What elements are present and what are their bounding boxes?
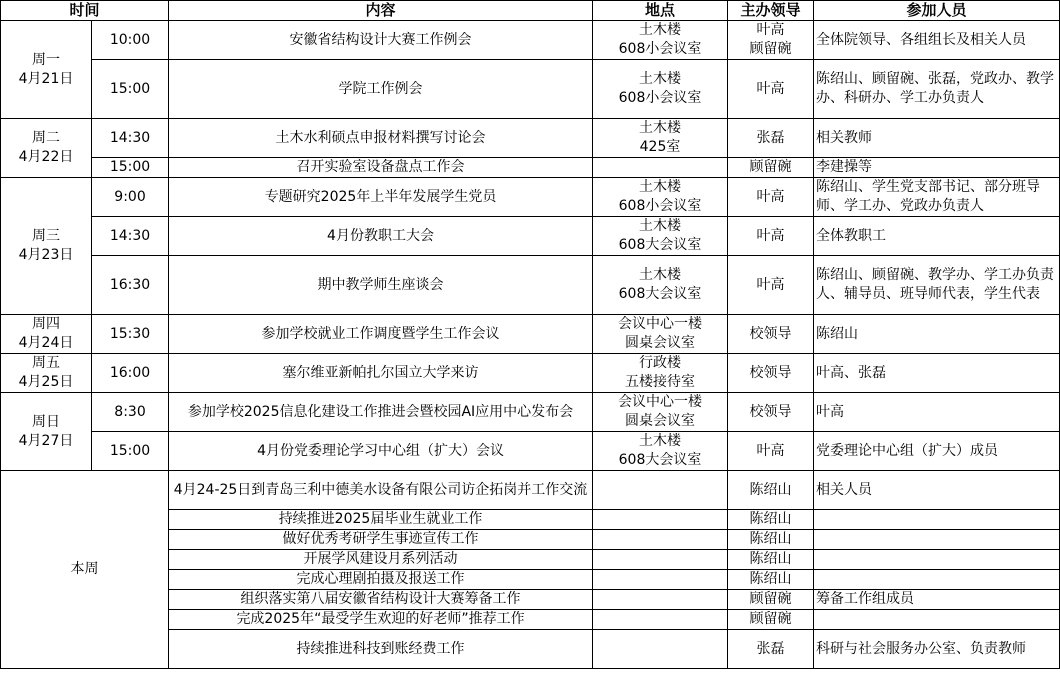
content-cell: 参加学校2025信息化建设工作推进会暨校园AI应用中心发布会 <box>169 393 593 432</box>
leader-cell: 陈绍山 <box>728 570 814 590</box>
location-room: 425室 <box>639 139 681 155</box>
leader-cell: 顾留碗 <box>728 590 814 610</box>
attendees-cell: 相关教师 <box>814 119 1060 158</box>
day-date: 4月27日 <box>18 432 74 449</box>
time-cell: 15:00 <box>92 60 169 119</box>
location-cell <box>593 256 728 315</box>
time-cell: 15:00 <box>92 158 169 178</box>
location-room: 圆桌会议室 <box>625 335 696 351</box>
week-cell: 本周 <box>1 471 169 669</box>
leader-cell: 陈绍山 <box>728 530 814 550</box>
location-building: 会议中心一楼 <box>618 394 703 410</box>
leader-cell: 顾留碗 <box>728 610 814 630</box>
attendees-cell: 叶高、张磊 <box>814 354 1060 393</box>
time-cell: 16:00 <box>92 354 169 393</box>
location-room: 圆桌会议室 <box>625 413 696 429</box>
attendees-cell: 陈绍山、顾留碗、张磊，党政办、教学办、科研办、学工办负责人 <box>814 60 1060 119</box>
time-cell: 15:00 <box>92 432 169 471</box>
day-date: 4月21日 <box>18 70 74 87</box>
header-leader: 主办领导 <box>728 1 814 21</box>
day-cell-thursday <box>1 315 92 354</box>
time-cell: 14:30 <box>92 217 169 256</box>
leader-cell: 陈绍山 <box>728 471 814 510</box>
day-cell-monday <box>1 21 92 119</box>
attendees-cell: 全体院领导、各组组长及相关人员 <box>814 21 1060 60</box>
day-cell-sunday <box>1 393 92 471</box>
content-cell: 安徽省结构设计大赛工作例会 <box>169 21 593 60</box>
content-cell: 4月份党委理论学习中心组（扩大）会议 <box>169 432 593 471</box>
leader-cell: 校领导 <box>728 393 814 432</box>
location-building: 土木楼 <box>639 267 682 283</box>
leader-name: 叶高 <box>756 22 785 38</box>
attendees-cell <box>814 550 1060 570</box>
leader-cell: 陈绍山 <box>728 510 814 530</box>
location-cell <box>593 432 728 471</box>
table-row <box>1 158 1060 178</box>
attendees-cell: 陈绍山、顾留碗、教学办、学工办负责人、辅导员、班导师代表，学生代表 <box>814 256 1060 315</box>
content-cell: 专题研究2025年上半年发展学生党员 <box>169 178 593 217</box>
content-cell: 塞尔维亚新帕扎尔国立大学来访 <box>169 354 593 393</box>
location-building: 土木楼 <box>639 218 682 234</box>
day-name: 周三 <box>32 228 60 244</box>
table-row <box>1 60 1060 119</box>
table-row <box>1 217 1060 256</box>
leader-cell: 张磊 <box>728 630 814 669</box>
location-room: 608大会议室 <box>618 286 702 302</box>
location-building: 土木楼 <box>639 120 682 136</box>
location-building: 土木楼 <box>639 71 682 87</box>
location-cell <box>593 354 728 393</box>
attendees-cell <box>814 510 1060 530</box>
leader-cell: 校领导 <box>728 354 814 393</box>
content-cell: 持续推进科技到账经费工作 <box>169 630 593 669</box>
leader-cell: 叶高 <box>728 178 814 217</box>
location-building: 土木楼 <box>639 22 682 38</box>
attendees-cell: 党委理论中心组（扩大）成员 <box>814 432 1060 471</box>
attendees-cell: 全体教职工 <box>814 217 1060 256</box>
content-cell: 召开实验室设备盘点工作会 <box>169 158 593 178</box>
content-cell: 4月24-25日到青岛三利中德美水设备有限公司访企拓岗并工作交流 <box>169 471 593 510</box>
location-cell <box>593 510 728 530</box>
table-row <box>1 471 1060 510</box>
day-date: 4月22日 <box>18 149 74 165</box>
location-cell <box>593 471 728 510</box>
location-cell <box>593 570 728 590</box>
attendees-cell: 陈绍山、学生党支部书记、部分班导师、学工办、党政办负责人 <box>814 178 1060 217</box>
content-cell: 学院工作例会 <box>169 60 593 119</box>
attendees-cell: 叶高 <box>814 393 1060 432</box>
location-building: 行政楼 <box>639 355 682 371</box>
leader-name: 顾留碗 <box>749 41 792 57</box>
attendees-cell <box>814 570 1060 590</box>
day-date: 4月24日 <box>18 335 74 351</box>
leader-cell: 张磊 <box>728 119 814 158</box>
location-building: 会议中心一楼 <box>618 316 703 332</box>
attendees-cell: 筹备工作组成员 <box>814 590 1060 610</box>
attendees-cell: 相关人员 <box>814 471 1060 510</box>
location-room: 608大会议室 <box>618 452 702 468</box>
header-time: 时间 <box>1 1 169 21</box>
table-row <box>1 393 1060 432</box>
location-cell <box>593 315 728 354</box>
leader-cell: 顾留碗 <box>728 158 814 178</box>
day-date: 4月25日 <box>18 374 74 390</box>
header-content: 内容 <box>169 1 593 21</box>
content-cell: 土木水利硕点申报材料撰写讨论会 <box>169 119 593 158</box>
location-cell <box>593 630 728 669</box>
location-cell <box>593 217 728 256</box>
leader-cell: 校领导 <box>728 315 814 354</box>
location-cell <box>593 550 728 570</box>
leader-cell: 叶高 <box>728 60 814 119</box>
location-cell <box>593 530 728 550</box>
location-cell <box>593 393 728 432</box>
attendees-cell: 陈绍山 <box>814 315 1060 354</box>
location-cell <box>593 21 728 60</box>
attendees-cell <box>814 530 1060 550</box>
table-row <box>1 256 1060 315</box>
day-name: 周四 <box>32 316 60 332</box>
attendees-cell: 李建操等 <box>814 158 1060 178</box>
location-cell <box>593 590 728 610</box>
location-cell <box>593 60 728 119</box>
content-cell: 组织落实第八届安徽省结构设计大赛筹备工作 <box>169 590 593 610</box>
day-cell-tuesday <box>1 119 92 178</box>
content-cell: 完成2025年“最受学生欢迎的好老师”推荐工作 <box>169 610 593 630</box>
time-cell: 15:30 <box>92 315 169 354</box>
header-attendees: 参加人员 <box>814 1 1060 21</box>
time-cell: 16:30 <box>92 256 169 315</box>
leader-cell: 叶高 <box>728 256 814 315</box>
table-row <box>1 354 1060 393</box>
day-name: 周日 <box>32 413 60 430</box>
content-cell: 持续推进2025届毕业生就业工作 <box>169 510 593 530</box>
leader-cell: 叶高 <box>728 432 814 471</box>
day-name: 周二 <box>32 130 60 146</box>
location-room: 608小会议室 <box>618 41 702 57</box>
content-cell: 开展学风建设月系列活动 <box>169 550 593 570</box>
header-location: 地点 <box>593 1 728 21</box>
leader-cell: 陈绍山 <box>728 550 814 570</box>
table-row <box>1 315 1060 354</box>
table-row <box>1 119 1060 158</box>
content-cell: 参加学校就业工作调度暨学生工作会议 <box>169 315 593 354</box>
content-cell: 期中教学师生座谈会 <box>169 256 593 315</box>
time-cell: 10:00 <box>92 21 169 60</box>
location-room: 五楼接待室 <box>625 374 696 390</box>
time-cell: 8:30 <box>92 393 169 432</box>
day-date: 4月23日 <box>18 247 74 263</box>
day-cell-wednesday <box>1 178 92 315</box>
day-name: 周五 <box>32 355 60 371</box>
attendees-cell: 科研与社会服务办公室、负责教师 <box>814 630 1060 669</box>
location-cell <box>593 119 728 158</box>
location-room: 608小会议室 <box>618 198 702 214</box>
location-building: 土木楼 <box>639 179 682 195</box>
table-row <box>1 178 1060 217</box>
location-cell <box>593 158 728 178</box>
content-cell: 4月份教职工大会 <box>169 217 593 256</box>
content-cell: 完成心理剧拍摄及报送工作 <box>169 570 593 590</box>
time-cell: 9:00 <box>92 178 169 217</box>
time-cell: 14:30 <box>92 119 169 158</box>
location-cell <box>593 610 728 630</box>
table-row <box>1 21 1060 60</box>
leader-cell: 叶高 <box>728 217 814 256</box>
location-cell <box>593 178 728 217</box>
table-row <box>1 432 1060 471</box>
content-cell: 做好优秀考研学生事迹宣传工作 <box>169 530 593 550</box>
header-row <box>1 1 1060 21</box>
leader-cell <box>728 21 814 60</box>
location-room: 608大会议室 <box>618 237 702 253</box>
location-building: 土木楼 <box>639 433 682 449</box>
day-name: 周一 <box>32 51 60 68</box>
day-cell-friday <box>1 354 92 393</box>
attendees-cell <box>814 610 1060 630</box>
location-room: 608小会议室 <box>618 90 702 106</box>
